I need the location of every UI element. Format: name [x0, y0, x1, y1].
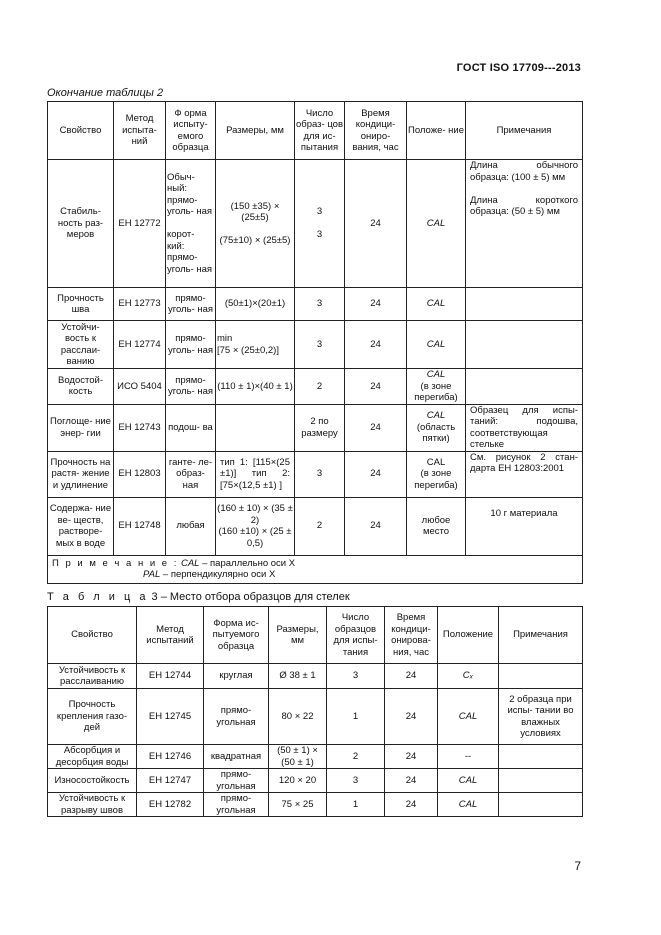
- cell-count: 2: [295, 497, 345, 555]
- cell-property: Поглоще- ние энер- гии: [48, 404, 114, 451]
- note-pal-line: [52, 569, 275, 580]
- cell-count: 3: [295, 288, 345, 321]
- cell-shape: Обыч- ный: прямо- уголь- ная корот- кий: прямо- уголь- ная: [166, 160, 216, 288]
- cell-shape: квадратная: [204, 745, 269, 769]
- table-row: [48, 497, 583, 555]
- table3-caption: [47, 591, 350, 603]
- cell-notes: [499, 793, 583, 817]
- cell-notes: Образец для испы- таний: подошва, соответствующая стельке: [466, 404, 583, 451]
- notes-prefix: П р и м е ч а н и е :: [52, 557, 179, 569]
- cell-method: ЕН 12747: [137, 769, 204, 793]
- table3-caption-text: 3 – Место отбора образцов для стелек: [151, 591, 350, 603]
- cell-shape: гантe- ле- образ- ная: [166, 451, 216, 497]
- table2-col-header: Положе- ние: [407, 102, 466, 160]
- page-number: 7: [574, 859, 581, 873]
- cell-notes: [499, 769, 583, 793]
- table-row: [48, 689, 583, 745]
- cell-property: Содержа- ние ве- ществ, растворе- мых в воде: [48, 497, 114, 555]
- cell-notes: 10 г материала: [466, 497, 583, 555]
- cell-count: 3: [327, 664, 385, 689]
- cell-shape: прямо- уголь- ная: [166, 288, 216, 321]
- cell-shape: прямо- уголь- ная: [166, 369, 216, 405]
- cell-time: 24: [385, 745, 438, 769]
- table2-caption: Окончание таблицы 2: [47, 87, 164, 99]
- cell-time: 24: [385, 689, 438, 745]
- table-row: [48, 288, 583, 321]
- cell-count: 2: [327, 745, 385, 769]
- cell-dimensions: 80 × 22: [269, 689, 327, 745]
- cell-property: Прочность крепления газо- дей: [48, 689, 137, 745]
- cell-dimensions: (50 ± 1) × (50 ± 1): [269, 745, 327, 769]
- cell-position: [407, 369, 466, 405]
- table2-header-row: [48, 102, 583, 160]
- cell-property: Прочность шва: [48, 288, 114, 321]
- cell-time: 24: [345, 404, 407, 451]
- table2-col-header: Примечания: [466, 102, 583, 160]
- cell-position: CAL: [438, 769, 499, 793]
- cell-position: CAL: [407, 160, 466, 288]
- cell-shape: прямо- уголь- ная: [166, 321, 216, 369]
- cell-position: CAL: [438, 793, 499, 817]
- cell-method: ИСО 5404: [114, 369, 166, 405]
- cell-time: 24: [345, 160, 407, 288]
- cell-count: 3 3: [295, 160, 345, 288]
- cell-dimensions: (110 ± 1)×(40 ± 1): [216, 369, 295, 405]
- cell-notes: [466, 369, 583, 405]
- table-row: [48, 321, 583, 369]
- table3-col-header: Примечания: [499, 607, 583, 664]
- table3-col-header: Размеры, мм: [269, 607, 327, 664]
- cell-time: 24: [345, 288, 407, 321]
- cell-count: 2 по размеру: [295, 404, 345, 451]
- cell-shape: прямо- угольная: [204, 793, 269, 817]
- cell-notes: 2 образца при испы- тании во влажных условиях: [499, 689, 583, 745]
- cell-method: ЕН 12782: [137, 793, 204, 817]
- table2-col-header: Метод испыта- ний: [114, 102, 166, 160]
- table-row: [48, 664, 583, 689]
- table-row: [48, 745, 583, 769]
- cell-position: [407, 451, 466, 497]
- cell-count: 2: [295, 369, 345, 405]
- cell-dimensions: [216, 404, 295, 451]
- cell-dimensions: 120 × 20: [269, 769, 327, 793]
- cell-method: ЕН 12772: [114, 160, 166, 288]
- cell-notes: Длина обычного образца: (100 ± 5) мм Длина короткого образца: (50 ± 5) мм: [466, 160, 583, 288]
- cell-property: Прочность на растя- жение и удлинение: [48, 451, 114, 497]
- cell-dimensions: Ø 38 ± 1: [269, 664, 327, 689]
- cell-dimensions: (150 ±35) × (25±5) (75±10) × (25±5): [216, 160, 295, 288]
- cell-dimensions: тип 1: [115×(25 ±1)] тип 2: [75×(12,5 ±1) ]: [216, 451, 295, 497]
- cell-notes: [499, 664, 583, 689]
- cell-property: Абсорбция и десорбция воды: [48, 745, 137, 769]
- cell-method: ЕН 12744: [137, 664, 204, 689]
- cell-shape: подош- ва: [166, 404, 216, 451]
- cell-position: [407, 404, 466, 451]
- cell-property: Устойчи- вость к расслаи- ванию: [48, 321, 114, 369]
- table-row: [48, 793, 583, 817]
- table-row: [48, 404, 583, 451]
- cell-method: ЕН 12803: [114, 451, 166, 497]
- cell-property: Износостойкость: [48, 769, 137, 793]
- cell-property: Устойчивость к разрыву швов: [48, 793, 137, 817]
- table2-col-header: Число образ- цов для ис- пытания: [295, 102, 345, 160]
- document-header: ГОСТ ISO 17709---2013: [456, 62, 581, 74]
- cell-notes: См. рисунок 2 стан- дарта ЕН 12803:2001: [466, 451, 583, 497]
- cell-count: 1: [327, 793, 385, 817]
- table-3: [47, 606, 583, 817]
- position-detail: (в зоне перегиба): [414, 380, 458, 403]
- cell-time: 24: [385, 793, 438, 817]
- table2-col-header: Время кондици-ониро- вания, час: [345, 102, 407, 160]
- table-row: [48, 769, 583, 793]
- table3-col-header: Положение: [438, 607, 499, 664]
- table3-header-row: [48, 607, 583, 664]
- table3-col-header: Время кондици- онирова- ния, час: [385, 607, 438, 664]
- cell-time: 24: [345, 497, 407, 555]
- cell-notes: [466, 321, 583, 369]
- cell-position: CAL: [407, 288, 466, 321]
- cell-dimensions: 75 × 25: [269, 793, 327, 817]
- table3-col-header: Метод испытаний: [137, 607, 204, 664]
- cell-method: ЕН 12743: [114, 404, 166, 451]
- cell-dimensions: (160 ± 10) × (35 ± 2) (160 ±10) × (25 ± 0,5): [216, 497, 295, 555]
- note-pal-abbr: PAL: [143, 569, 161, 580]
- position-abbr: CAL: [426, 369, 446, 380]
- cell-position: CAL: [438, 689, 499, 745]
- cell-dimensions: min [75 × (25±0,2)]: [216, 321, 295, 369]
- table-row: [48, 160, 583, 288]
- cell-count: 1: [327, 689, 385, 745]
- table2-notes-row: [48, 555, 583, 583]
- cell-shape: круглая: [204, 664, 269, 689]
- cell-count: 3: [295, 321, 345, 369]
- cell-position: любое место: [407, 497, 466, 555]
- table-row: [48, 369, 583, 405]
- cell-time: 24: [345, 451, 407, 497]
- table3-col-header: Свойство: [48, 607, 137, 664]
- table3-col-header: Форма ис- пытуемого образца: [204, 607, 269, 664]
- cell-time: 24: [345, 321, 407, 369]
- table-2: [47, 101, 583, 584]
- cell-time: 24: [345, 369, 407, 405]
- cell-method: ЕН 12774: [114, 321, 166, 369]
- cell-count: 3: [295, 451, 345, 497]
- cell-method: ЕН 12773: [114, 288, 166, 321]
- table2-col-header: Свойство: [48, 102, 114, 160]
- cell-property: Водостой- кость: [48, 369, 114, 405]
- table-row: [48, 451, 583, 497]
- cell-count: 3: [327, 769, 385, 793]
- cell-position: --: [438, 745, 499, 769]
- table2-notes: [48, 555, 583, 583]
- cell-property: Устойчивость к расслаиванию: [48, 664, 137, 689]
- position-detail: (в зоне перегиба): [414, 468, 458, 491]
- table3-caption-prefix: Т а б л и ц а: [47, 591, 149, 603]
- table2-col-header: Ф орма испыту- емого образца: [166, 102, 216, 160]
- cell-dimensions: (50±1)×(20±1): [216, 288, 295, 321]
- cell-notes: [499, 745, 583, 769]
- table3-col-header: Число образцов для испы- тания: [327, 607, 385, 664]
- position-abbr: CAL: [426, 456, 446, 468]
- cell-notes: [466, 288, 583, 321]
- cell-time: 24: [385, 769, 438, 793]
- cell-shape: прямо- угольная: [204, 769, 269, 793]
- note-cal-abbr: CAL: [180, 557, 200, 569]
- position-detail: (область пятки): [416, 421, 456, 445]
- cell-position: Cₓ: [438, 664, 499, 689]
- cell-position: CAL: [407, 321, 466, 369]
- table2-col-header: Размеры, мм: [216, 102, 295, 160]
- cell-method: ЕН 12746: [137, 745, 204, 769]
- cell-time: 24: [385, 664, 438, 689]
- cell-shape: любая: [166, 497, 216, 555]
- note-pal-text: – перпендикулярно оси X: [162, 569, 276, 580]
- cell-method: ЕН 12745: [137, 689, 204, 745]
- cell-method: ЕН 12748: [114, 497, 166, 555]
- cell-shape: прямо- угольная: [204, 689, 269, 745]
- position-abbr: CAL: [426, 410, 446, 422]
- note-cal-text: – параллельно оси X: [202, 557, 296, 569]
- cell-property: Стабиль- ность раз- меров: [48, 160, 114, 288]
